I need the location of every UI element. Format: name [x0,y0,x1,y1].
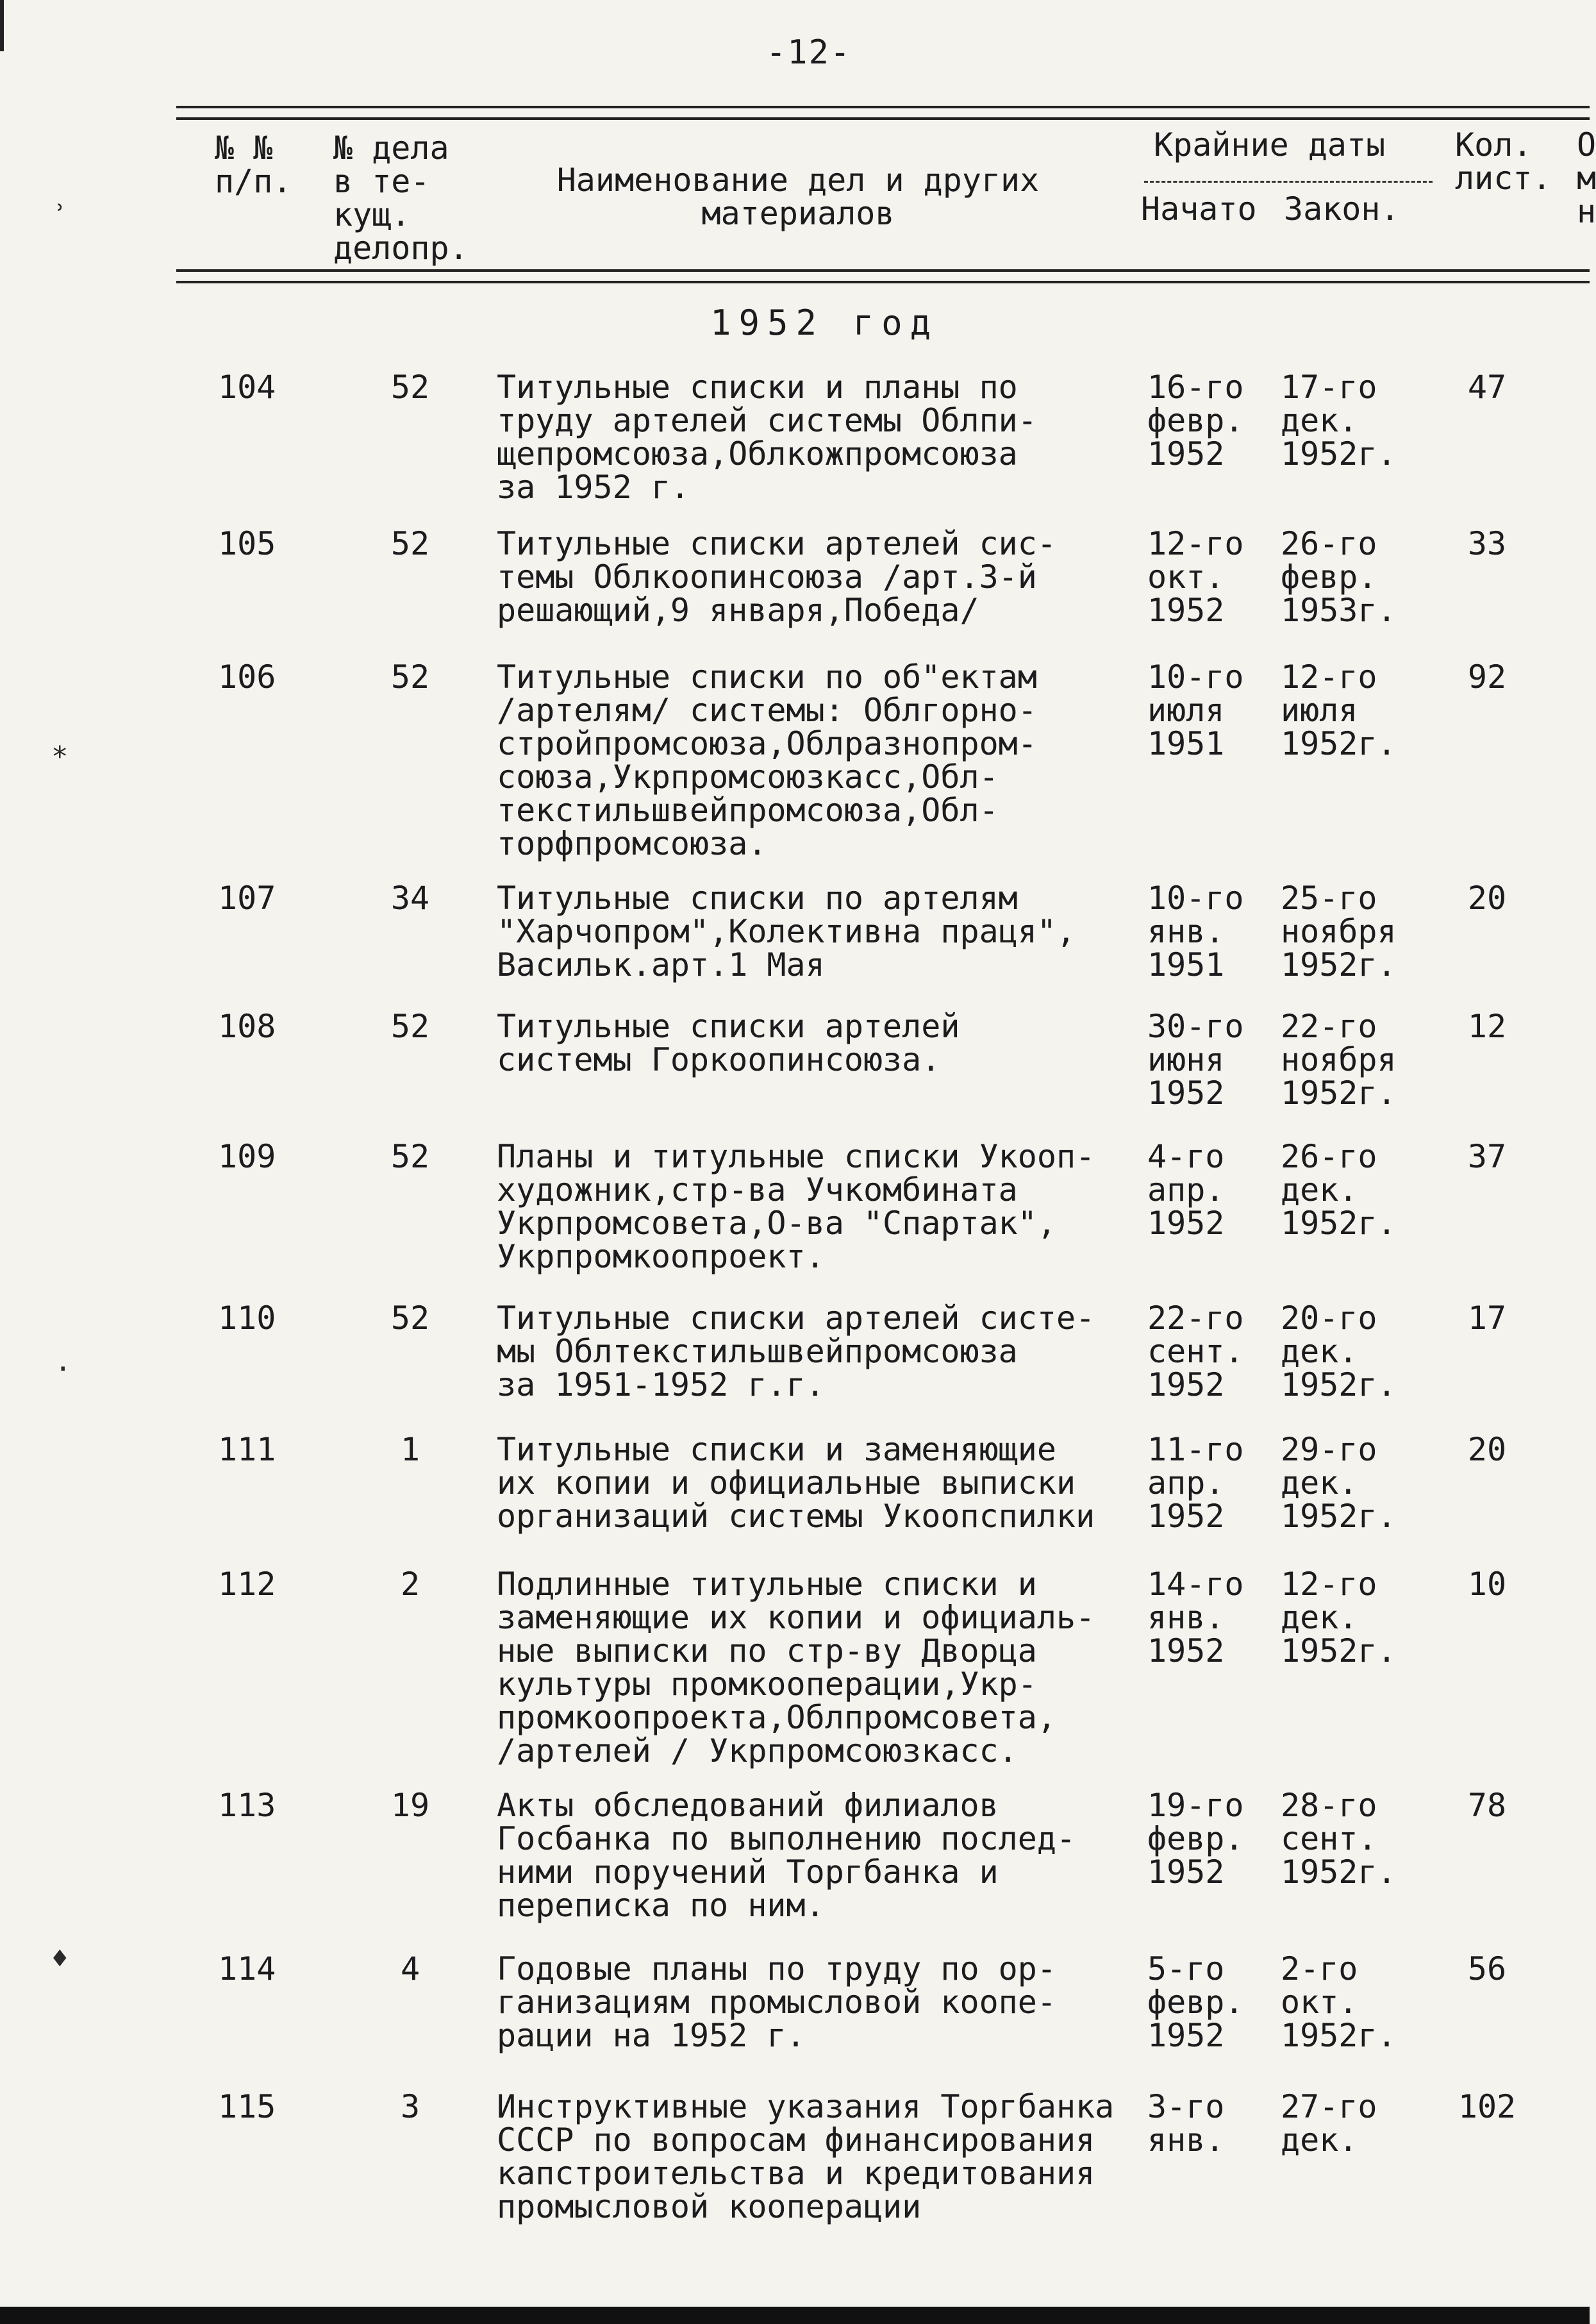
record-start-date: 3-го янв. [1147,2088,1225,2159]
record-title: Годовые планы по труду по ор- ганизациям промысловой коопе- рации на 1952 г. [497,1950,1056,2054]
margin-mark: · [54,1353,72,1385]
record-end-date: 25-го ноября 1952г. [1281,880,1397,983]
record-number: 113 [218,1787,276,1824]
record-title: Титульные списки артелей систе- мы Облтекстильшвейпромсоюза за 1951-1952 г.г. [497,1300,1095,1403]
record-case-number: 52 [390,658,430,696]
record-start-date: 19-го февр. 1952 [1147,1787,1244,1891]
header-sheets-column: Кол. лист. [1455,126,1552,197]
record-case-number: 52 [390,1300,430,1337]
record-number: 109 [218,1138,276,1175]
record-end-date: 28-го сент. 1952г. [1281,1787,1397,1891]
record-title: Планы и титульные списки Укооп- художник,стр-ва Учкомбината Укрпромсовета,О-ва "Спартак", Укрпромкоопроект. [497,1138,1095,1275]
record-start-date: 11-го апр. 1952 [1147,1431,1244,1535]
record-case-number: 4 [400,1950,420,1987]
record-sheet-count: 10 [1467,1566,1507,1603]
record-title: Титульные списки по об"ектам /артелям/ системы: Облгорно- стройпромсоюза,Облразнопром- союза,Укрпромсоюзкасс,Обл- текстильшвейпромсоюза,Обл- торфпромсоюза. [497,658,1037,862]
record-end-date: 22-го ноября 1952г. [1281,1008,1397,1112]
record-number: 112 [218,1566,276,1603]
record-case-number: 2 [400,1566,420,1603]
record-sheet-count: 37 [1467,1138,1507,1175]
record-start-date: 16-го февр. 1952 [1147,369,1244,472]
header-notes-column: О м н [1577,126,1596,230]
header-number-column: № № п/п. [215,130,292,200]
record-start-date: 12-го окт. 1952 [1147,525,1244,629]
record-end-date: 26-го февр. 1953г. [1281,525,1397,629]
record-end-date: 2-го окт. 1952г. [1281,1950,1397,2054]
record-number: 115 [218,2088,276,2125]
record-title: Титульные списки и заменяющие их копии и официальные выписки организаций системы Укоопспилки [497,1431,1095,1535]
record-number: 111 [218,1431,276,1468]
record-start-date: 4-го апр. 1952 [1147,1138,1225,1242]
record-sheet-count: 12 [1467,1008,1507,1045]
record-sheet-count: 102 [1458,2088,1517,2125]
margin-mark: * [51,740,69,773]
record-end-date: 12-го июля 1952г. [1281,658,1397,762]
record-start-date: 22-го сент. 1952 [1147,1300,1244,1403]
record-end-date: 17-го дек. 1952г. [1281,369,1397,472]
record-case-number: 52 [390,1008,430,1045]
header-title-column: Наименование дел и других материалов [556,162,1040,232]
record-number: 106 [218,658,276,696]
record-sheet-count: 20 [1467,1431,1507,1468]
record-start-date: 30-го июня 1952 [1147,1008,1244,1112]
record-case-number: 34 [390,880,430,917]
record-title: Титульные списки и планы по труду артелей системы Облпи- щепромсоюза,Облкожпромсоюза за 1952 г. [497,369,1037,506]
record-sheet-count: 92 [1467,658,1507,696]
header-dates-column: Крайние даты [1154,126,1386,163]
record-start-date: 10-го янв. 1951 [1147,880,1244,983]
record-sheet-count: 33 [1467,525,1507,562]
record-start-date: 10-го июля 1951 [1147,658,1244,762]
header-start-column: Начато [1141,190,1257,228]
record-number: 108 [218,1008,276,1045]
record-title: Инструктивные указания Торгбанка СССР по вопросам финансирования капстроительства и кредитования промысловой кооперации [497,2088,1115,2225]
record-sheet-count: 47 [1467,369,1507,406]
record-title: Подлинные титульные списки и заменяющие их копии и официаль- ные выписки по стр-ву Дворца культуры промкооперации,Укр- промкоопроекта,Облпромсовета, /артелей / Укрпромсоюзкасс. [497,1566,1095,1769]
record-title: Титульные списки по артелям "Харчопром",Колективна праця", Васильк.арт.1 Мая [497,880,1076,983]
record-sheet-count: 78 [1467,1787,1507,1824]
record-number: 105 [218,525,276,562]
header-case-column: № дела в те- кущ. делопр. [333,130,469,267]
record-number: 104 [218,369,276,406]
record-case-number: 52 [390,525,430,562]
year-heading: 1952 год [710,303,939,343]
record-sheet-count: 17 [1467,1300,1507,1337]
record-case-number: 52 [390,1138,430,1175]
record-sheet-count: 56 [1467,1950,1507,1987]
margin-mark: ♦ [51,1943,69,1975]
record-number: 114 [218,1950,276,1987]
record-title: Титульные списки артелей сис- темы Облкоопинсоюза /арт.3-й решающий,9 января,Победа/ [497,525,1056,629]
record-end-date: 27-го дек. [1281,2088,1377,2159]
record-number: 110 [218,1300,276,1337]
header-end-column: Закон. [1284,190,1400,228]
record-start-date: 14-го янв. 1952 [1147,1566,1244,1669]
record-end-date: 20-го дек. 1952г. [1281,1300,1397,1403]
record-sheet-count: 20 [1467,880,1507,917]
record-case-number: 3 [400,2088,420,2125]
record-case-number: 1 [400,1431,420,1468]
record-title: Титульные списки артелей системы Горкоопинсоюза. [497,1008,960,1078]
record-end-date: 12-го дек. 1952г. [1281,1566,1397,1669]
record-number: 107 [218,880,276,917]
page-number: -12- [766,33,852,72]
record-start-date: 5-го февр. 1952 [1147,1950,1244,2054]
record-title: Акты обследований филиалов Госбанка по выполнению послед- ними поручений Торгбанка и переписка по ним. [497,1787,1076,1924]
record-end-date: 29-го дек. 1952г. [1281,1431,1397,1535]
record-case-number: 19 [390,1787,430,1824]
record-case-number: 52 [390,369,430,406]
record-end-date: 26-го дек. 1952г. [1281,1138,1397,1242]
margin-mark: ˒ [51,192,69,225]
page-bottom-edge [0,2307,1590,2324]
